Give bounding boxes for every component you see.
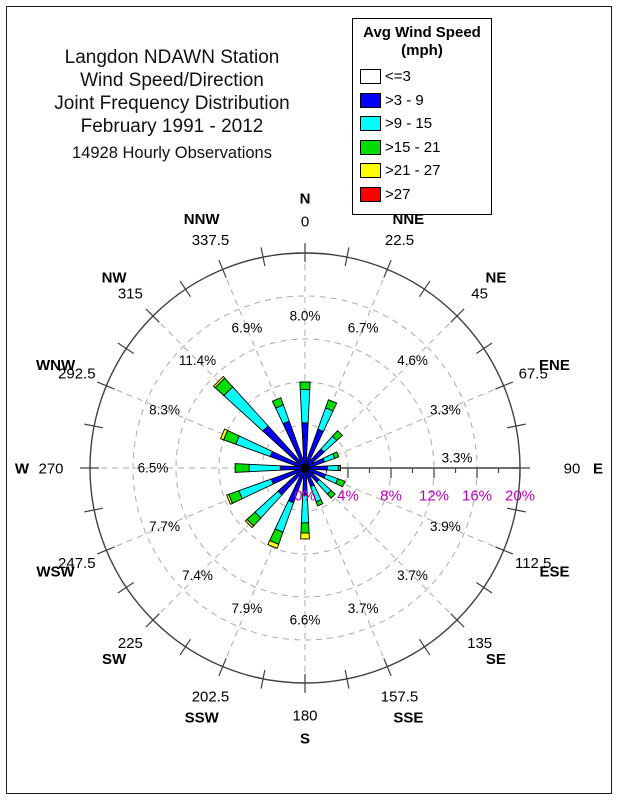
petal-S-bin4 xyxy=(301,533,310,539)
direction-total-label-SW: 7.4% xyxy=(182,568,213,584)
direction-total-label-SSW: 7.9% xyxy=(231,601,263,617)
direction-total-label-NNE: 6.7% xyxy=(347,320,379,336)
direction-total-label-S: 6.6% xyxy=(289,612,321,628)
radial-axis-label-4pct: 4% xyxy=(337,487,359,505)
direction-name-S: S xyxy=(299,730,311,748)
petal-WNW-bin2 xyxy=(236,436,273,457)
direction-total-label-SSE: 3.7% xyxy=(347,601,379,617)
direction-name-E: E xyxy=(592,460,604,478)
direction-degrees-SSW: 202.5 xyxy=(191,688,230,706)
petal-W-bin3 xyxy=(235,464,249,473)
direction-name-W: W xyxy=(14,460,30,478)
direction-name-WSW: WSW xyxy=(36,563,75,581)
direction-degrees-WSW: 247.5 xyxy=(58,554,96,572)
direction-name-SSW: SSW xyxy=(184,709,219,727)
direction-degrees-NNE: 22.5 xyxy=(384,232,415,250)
legend-item-label: >15 - 21 xyxy=(385,138,441,156)
direction-name-SE: SE xyxy=(485,651,506,669)
direction-name-NNE: NNE xyxy=(392,210,425,228)
direction-name-ENE: ENE xyxy=(539,356,570,374)
direction-name-N: N xyxy=(299,190,311,208)
petal-E-bin2 xyxy=(328,465,339,470)
direction-name-NNW: NNW xyxy=(183,210,220,228)
legend-item-label: >9 - 15 xyxy=(385,115,433,133)
radial-axis-label-20pct: 20% xyxy=(504,487,536,505)
legend-title: Avg Wind Speed xyxy=(363,24,481,41)
direction-name-ESE: ESE xyxy=(539,563,570,581)
radial-axis-label-0pct: 0% xyxy=(294,487,316,505)
direction-degrees-N: 0 xyxy=(300,213,310,231)
petal-N-bin3 xyxy=(300,382,310,390)
direction-degrees-ESE: 112.5 xyxy=(514,554,552,572)
direction-degrees-ENE: 67.5 xyxy=(518,365,548,383)
direction-total-label-ENE: 3.3% xyxy=(430,402,461,418)
direction-degrees-E: 90 xyxy=(563,460,581,478)
title-line-subject: Wind Speed/Direction xyxy=(80,70,264,91)
direction-total-label-W: 6.5% xyxy=(137,460,169,476)
observations-count: 14928 Hourly Observations xyxy=(72,144,272,162)
direction-degrees-NNW: 337.5 xyxy=(191,232,230,250)
direction-degrees-SW: 225 xyxy=(117,634,143,652)
petal-NW-bin2 xyxy=(224,387,268,431)
direction-total-label-NW: 11.4% xyxy=(178,353,217,369)
direction-total-label-WNW: 8.3% xyxy=(149,402,180,418)
radial-axis-label-8pct: 8% xyxy=(380,487,402,505)
petal-ESE-bin2 xyxy=(324,474,338,483)
direction-degrees-W: 270 xyxy=(38,460,64,478)
petal-ESE-bin3 xyxy=(336,479,345,487)
direction-degrees-WNW: 292.5 xyxy=(58,365,96,383)
direction-degrees-S: 180 xyxy=(292,707,318,725)
direction-total-label-E: 3.3% xyxy=(441,450,473,466)
direction-total-label-N: 8.0% xyxy=(289,308,321,324)
direction-degrees-SSE: 157.5 xyxy=(380,688,419,706)
petal-WSW-bin2 xyxy=(239,479,273,499)
direction-total-label-WSW: 7.7% xyxy=(149,518,180,534)
direction-degrees-NE: 45 xyxy=(471,285,488,303)
legend-item-label: >3 - 9 xyxy=(385,91,424,109)
petal-W-bin2 xyxy=(249,464,280,471)
petal-E-bin3 xyxy=(338,465,340,470)
direction-name-NE: NE xyxy=(485,269,507,287)
direction-name-WNW: WNW xyxy=(35,356,76,374)
direction-total-label-ESE: 3.9% xyxy=(430,518,461,534)
legend-item-label: <=3 xyxy=(385,68,411,86)
title-line-period: February 1991 - 2012 xyxy=(80,116,264,137)
petal-S-bin3 xyxy=(301,523,309,533)
legend-subtitle: (mph) xyxy=(401,42,443,59)
title-line-dist: Joint Frequency Distribution xyxy=(54,93,290,114)
title-line-station: Langdon NDAWN Station xyxy=(64,47,280,68)
radial-axis-label-12pct: 12% xyxy=(418,487,450,505)
direction-total-label-SE: 3.7% xyxy=(397,568,428,584)
petal-NNE-bin2 xyxy=(318,408,333,432)
radial-axis-label-16pct: 16% xyxy=(461,487,493,505)
petal-N-bin2 xyxy=(300,390,310,423)
legend-item-label: >21 - 27 xyxy=(385,162,441,180)
direction-name-SW: SW xyxy=(101,651,127,669)
direction-degrees-NW: 315 xyxy=(117,285,143,303)
petal-SW-bin2 xyxy=(255,491,282,518)
legend-item-label: >27 xyxy=(385,185,411,203)
rose-center-dot xyxy=(301,464,310,473)
direction-degrees-SE: 135 xyxy=(467,634,493,652)
direction-total-label-NNW: 6.9% xyxy=(231,320,263,336)
direction-name-NW: NW xyxy=(101,269,127,287)
direction-total-label-NE: 4.6% xyxy=(397,353,428,369)
direction-name-SSE: SSE xyxy=(393,709,424,727)
